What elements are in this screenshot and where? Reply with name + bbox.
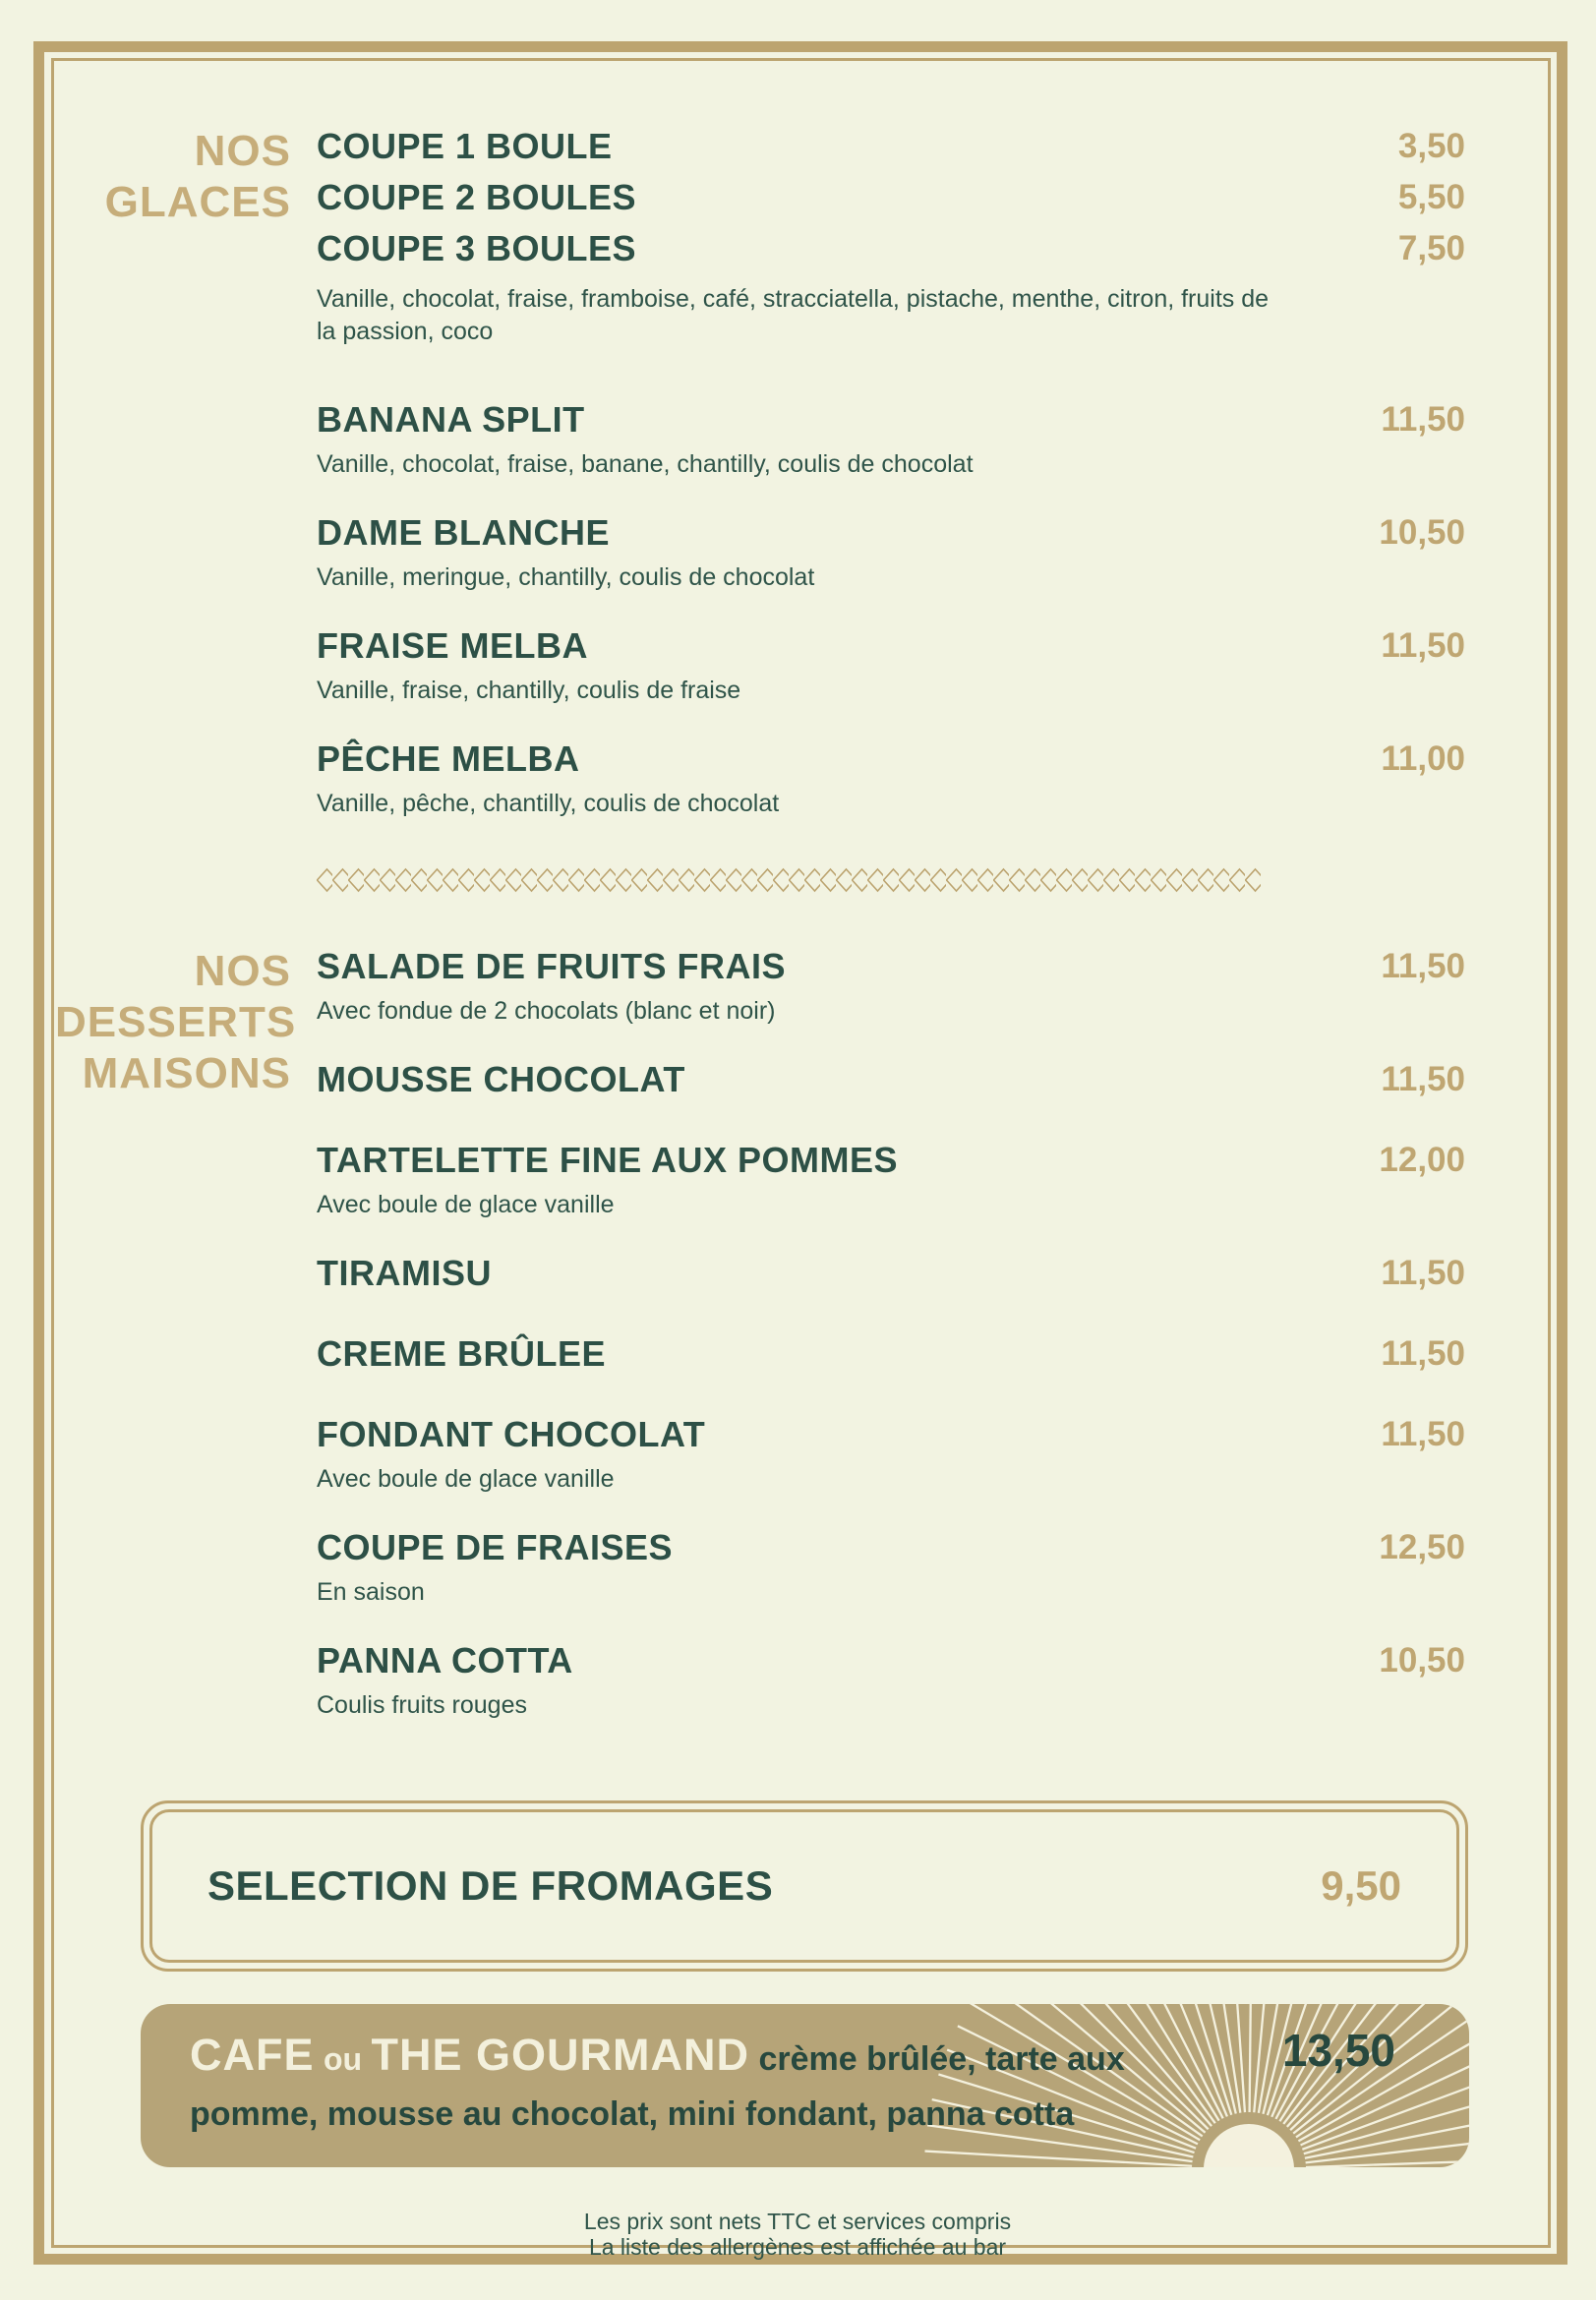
menu-item-row [317,946,1465,1028]
item-name: MOUSSE CHOCOLAT [317,1059,685,1099]
menu-item-row [317,1059,1465,1100]
gourmand-word-cafe: CAFE [190,2030,315,2080]
divider-row [55,867,1465,893]
item-description: Coulis fruits rouges [317,1691,527,1719]
menu-item-row [317,625,1465,707]
item-name: BANANA SPLIT [317,399,585,440]
item-name: PANNA COTTA [317,1640,573,1681]
menu-item-row [317,512,1465,594]
cheese-selection-price: 9,50 [1321,1862,1401,1909]
item-price: 11,50 [1381,947,1465,985]
gourmand-price: 13,50 [1281,2025,1395,2076]
menu-item-row [317,177,1465,218]
cheese-selection-inner [149,1809,1459,1963]
item-description: Avec boule de glace vanille [317,1191,615,1218]
menu-item-row [317,1414,1465,1496]
item-name: COUPE 3 BOULES [317,228,637,268]
item-price: 5,50 [1397,178,1465,216]
menu-content [55,126,1465,2260]
item-name: SALADE DE FRUITS FRAIS [317,946,787,986]
item-name: FRAISE MELBA [317,625,588,666]
item-description: Vanille, chocolat, fraise, banane, chantilly, coulis de chocolat [317,450,974,478]
item-description: En saison [317,1578,425,1606]
section-title-desserts [55,946,297,1753]
section-title-line: NOS [194,127,291,175]
desserts-items [317,946,1465,1753]
item-description: Avec fondue de 2 chocolats (blanc et noir) [317,997,776,1025]
section-desserts [55,946,1465,1753]
glaces-items [317,126,1465,852]
gourmand-description: crème brûlée, tarte aux pomme, mousse au chocolat, mini fondant, panna cotta [190,2040,1125,2133]
item-price: 3,50 [1397,127,1465,165]
menu-item-row [317,228,1465,348]
item-price: 12,00 [1379,1141,1465,1179]
item-name: TARTELETTE FINE AUX POMMES [317,1140,899,1180]
item-price: 10,50 [1379,513,1465,552]
item-price: 11,50 [1381,1254,1465,1292]
item-name: FONDANT CHOCOLAT [317,1414,706,1454]
item-description: Vanille, fraise, chantilly, coulis de fraise [317,677,741,704]
item-price: 7,50 [1397,229,1465,267]
item-name: PÊCHE MELBA [317,738,580,779]
footer-note [92,2209,1503,2260]
item-price: 10,50 [1379,1641,1465,1680]
diamond-divider [317,867,1261,893]
cheese-selection-title: SELECTION DE FROMAGES [207,1862,774,1909]
item-price: 11,50 [1381,1334,1465,1373]
item-description: Vanille, chocolat, fraise, framboise, café, stracciatella, pistache, menthe, citron, fruits de la passion, coco [317,285,1270,345]
item-name: COUPE DE FRAISES [317,1527,674,1567]
footer-line-1: Les prix sont nets TTC et services compris [583,2209,1012,2234]
item-price: 11,50 [1381,1415,1465,1453]
item-price: 11,50 [1381,1060,1465,1098]
item-price: 11,50 [1381,626,1465,665]
gourmand-band [141,2004,1469,2167]
item-price: 11,50 [1381,400,1465,439]
item-price: 12,50 [1379,1528,1465,1566]
section-title-line: MAISONS [82,1049,291,1097]
item-name: DAME BLANCHE [317,512,610,553]
menu-item-row [317,126,1465,167]
menu-item-row [317,1333,1465,1375]
section-title-line: GLACES [104,178,291,226]
section-glaces [55,126,1465,852]
gourmand-word-ou: ou [323,2041,363,2077]
item-name: TIRAMISU [317,1253,492,1293]
menu-item-row [317,1253,1465,1294]
footer-line-2: La liste des allergènes est affichée au bar [588,2234,1007,2260]
menu-item-row [317,1640,1465,1722]
menu-item-row [317,1527,1465,1609]
item-description: Avec boule de glace vanille [317,1465,615,1493]
item-price: 11,00 [1381,739,1465,778]
section-title-glaces [55,126,291,852]
item-name: CREME BRÛLEE [317,1333,607,1374]
gourmand-text [190,2028,1183,2142]
menu-item-row [317,738,1465,820]
section-title-line: NOS [194,947,291,995]
gourmand-word-the: THE GOURMAND [371,2030,749,2080]
menu-item-row [317,1140,1465,1221]
item-description: Vanille, pêche, chantilly, coulis de chocolat [317,790,780,817]
cheese-selection-box [141,1800,1468,1972]
item-description: Vanille, meringue, chantilly, coulis de chocolat [317,563,815,591]
menu-item-row [317,399,1465,481]
section-title-line: DESSERTS [55,998,297,1046]
item-name: COUPE 1 BOULE [317,126,613,166]
item-name: COUPE 2 BOULES [317,177,637,217]
